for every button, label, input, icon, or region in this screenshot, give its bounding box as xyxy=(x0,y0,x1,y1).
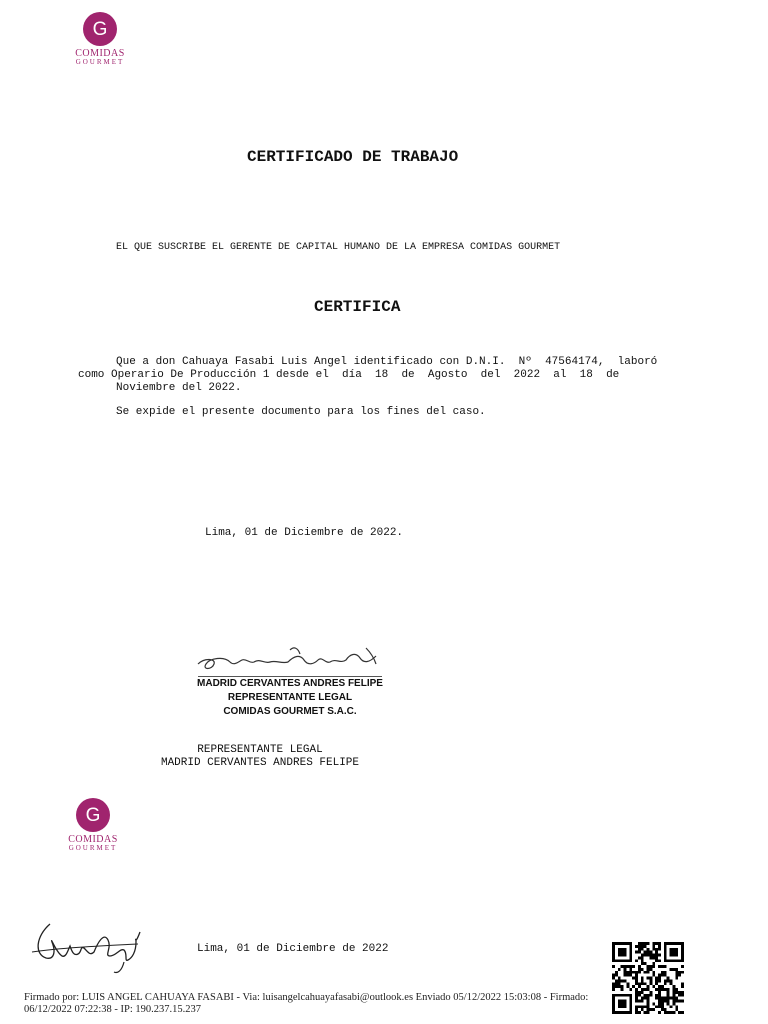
signatory-role: REPRESENTANTE LEGAL xyxy=(197,744,323,756)
company-logo-bottom xyxy=(58,798,128,852)
handwritten-signature-madrid xyxy=(190,640,390,676)
document-heading: CERTIFICA xyxy=(314,298,401,316)
footer-line-1: Firmado por: LUIS ANGEL CAHUAYA FASABI - Via: luisangelcahuayafasabi@outlook.es Enviado 05/12/2022 15:03:08 - Firmado: xyxy=(24,992,589,1003)
signature-footer xyxy=(24,992,614,1016)
logo-circle xyxy=(83,12,117,46)
logo-letter: G xyxy=(92,18,108,40)
stamp-company: COMIDAS GOURMET S.A.C. xyxy=(223,706,357,717)
stamp-role: REPRESENTANTE LEGAL xyxy=(227,692,353,703)
body-line-1: Que a don Cahuaya Fasabi Luis Angel identificado con D.N.I. Nº 47564174, laboró xyxy=(116,356,658,368)
stamp-name: MADRID CERVANTES ANDRES FELIPE xyxy=(197,678,383,689)
document-title: CERTIFICADO DE TRABAJO xyxy=(247,148,459,166)
handwritten-signature-worker xyxy=(28,912,148,982)
worker-place-date: Lima, 01 de Diciembre de 2022 xyxy=(197,943,389,955)
document-place-date: Lima, 01 de Diciembre de 2022. xyxy=(205,527,404,539)
logo-circle xyxy=(76,798,110,832)
signatory-name: MADRID CERVANTES ANDRES FELIPE xyxy=(160,757,360,769)
company-logo-top xyxy=(65,12,135,66)
signatory-block xyxy=(160,744,360,770)
footer-line-2: 06/12/2022 07:22:38 - IP: 190.237.15.237 xyxy=(24,1004,202,1015)
body-line-2: como Operario De Producción 1 desde el día 18 de Agosto del 2022 al 18 de xyxy=(78,369,620,381)
logo-word-gourmet: GOURMET xyxy=(68,844,118,852)
signature-stamp xyxy=(190,640,390,719)
document-intro: EL QUE SUSCRIBE EL GERENTE DE CAPITAL HUMANO DE LA EMPRESA COMIDAS GOURMET xyxy=(116,242,561,253)
logo-word-comidas: COMIDAS xyxy=(68,834,118,845)
logo-letter: G xyxy=(85,804,101,826)
logo-word-comidas: COMIDAS xyxy=(75,48,125,59)
document-purpose: Se expide el presente documento para los fines del caso. xyxy=(116,406,486,418)
qr-code xyxy=(612,942,684,1014)
logo-word-gourmet: GOURMET xyxy=(75,58,125,66)
document-body xyxy=(78,356,658,395)
body-line-3: Noviembre del 2022. xyxy=(116,382,242,394)
